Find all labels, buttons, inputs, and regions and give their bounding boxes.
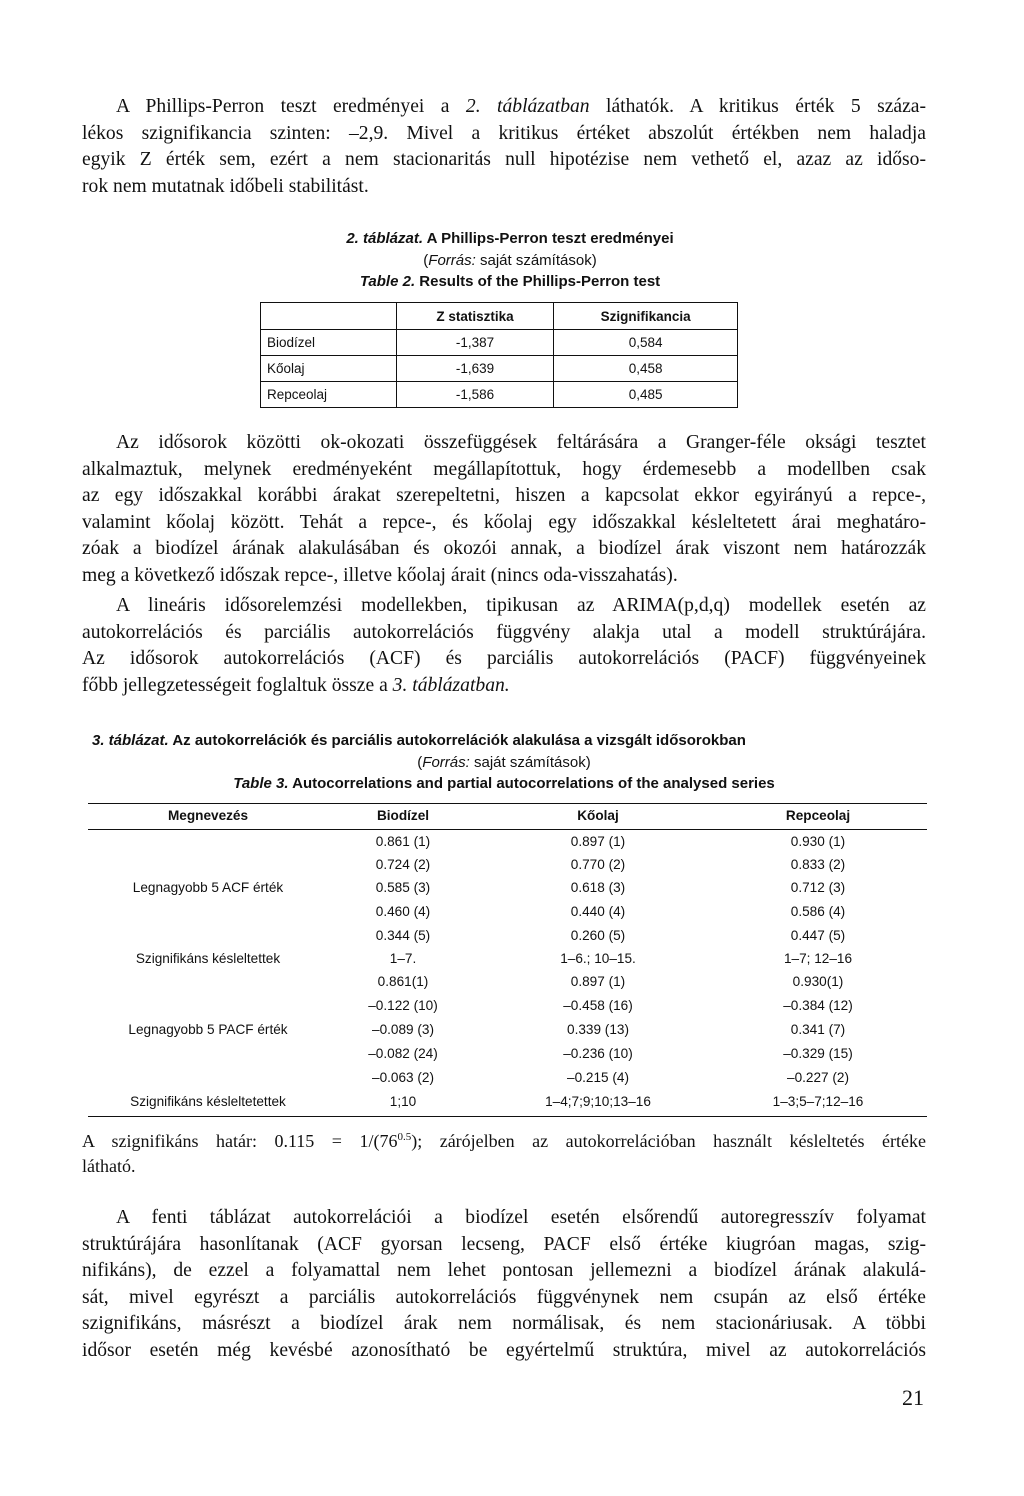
- table-header-cell: Szignifikancia: [554, 303, 738, 330]
- table-cell: Repceolaj: [261, 382, 397, 408]
- text-line: az egy időszakkal korábbi árakat szerepeltetni, hiszen a kapcsolat ekkor egyirányú a repce-,: [82, 485, 926, 506]
- table2-caption-en: Table 2. Results of the Phillips-Perron test: [359, 273, 661, 290]
- text-line: valamint kőolaj között. Tehát a repce-, és kőolaj egy időszakkal késleltetett árai meghatáro-: [82, 511, 926, 533]
- text-line: alkalmaztuk, melynek eredményeként megállapítottuk, hogy érdemesebb a modellben csak: [82, 458, 926, 480]
- table-rule-header: [88, 829, 927, 830]
- text-line: sát, mivel egyrészt a parciális autokorrelációs függvénynek nem csupán az első értéke: [82, 1286, 926, 1308]
- table-cell: 0.440 (4): [570, 904, 626, 919]
- table-rule-top: [88, 803, 927, 804]
- paragraph-arima: [82, 593, 926, 699]
- table-row-label: Legnagyobb 5 ACF érték: [132, 880, 284, 895]
- table-cell: -1,387: [396, 330, 554, 356]
- table-cell: –0.458 (16): [563, 998, 633, 1013]
- text-line: lékos szignifikancia szinten: –2,9. Mivel a kritikus értéket abszolút értékben nem haladja: [82, 122, 926, 144]
- table-header-cell: Repceolaj: [785, 808, 851, 823]
- table-cell: 0.339 (13): [567, 1022, 629, 1037]
- table-cell: 0.833 (2): [790, 857, 846, 872]
- paragraph-discussion: [82, 1205, 926, 1364]
- table-cell: 0.930(1): [792, 974, 844, 989]
- table-cell: 1–4;7;9;10;13–16: [545, 1094, 651, 1109]
- table-header-cell: Megnevezés: [167, 808, 249, 823]
- text-line: szignifikáns, másrészt a biodízel árak nem normálisak, és nem stacionáriusak. A többi: [82, 1313, 926, 1334]
- table-header-row: [261, 303, 738, 330]
- table-rule-bottom: [88, 1116, 927, 1117]
- table-cell: 0.585 (3): [375, 880, 431, 895]
- note-line: látható.: [82, 1156, 136, 1176]
- table-cell: –0.329 (15): [783, 1046, 853, 1061]
- table-cell: Kőolaj: [261, 356, 397, 382]
- table3-caption: [82, 730, 926, 795]
- text-line: A lineáris idősorelemzési modellekben, tipikusan az ARIMA(p,d,q) modellek esetén az: [116, 595, 926, 616]
- table3-source: (Forrás: saját számítások): [417, 753, 591, 771]
- table-row-label: Szignifikáns késleltettek: [135, 951, 281, 966]
- text-line: meg a következő időszak repce-, illetve kőolaj árait (nincs oda-visszahatás).: [82, 564, 678, 586]
- table-cell: 0,485: [554, 382, 738, 408]
- table-cell: 0.260 (5): [570, 928, 626, 943]
- table-cell: 0.447 (5): [790, 928, 846, 943]
- table-header-cell: Z statisztika: [396, 303, 554, 330]
- table-cell: 0.586 (4): [790, 904, 846, 919]
- text-line: nifikáns), de ezzel a folyamattal nem lehet pontosan jellemezni a biodízel árának alakulá-: [82, 1260, 926, 1281]
- text-line: egyik Z érték sem, ezért a nem stacionaritás null hipotézise nem vethető el, azaz az idősо-: [82, 149, 926, 170]
- table-cell: 0.770 (2): [570, 857, 626, 872]
- table-cell: –0.063 (2): [372, 1070, 434, 1085]
- table-cell: 0.930 (1): [790, 834, 846, 849]
- table-cell: 0,584: [554, 330, 738, 356]
- table-cell: 1–6.; 10–15.: [560, 951, 636, 966]
- table-cell: 0.897 (1): [570, 974, 626, 989]
- table-cell: 0.341 (7): [790, 1022, 846, 1037]
- table-row: [261, 330, 738, 356]
- table3-note: [82, 1125, 926, 1179]
- paragraph-phillips-perron: [82, 94, 926, 200]
- table-cell: –0.236 (10): [563, 1046, 633, 1061]
- table-cell: Biodízel: [261, 330, 397, 356]
- table-cell: 0.724 (2): [375, 857, 431, 872]
- table-header-cell: [261, 303, 397, 330]
- table3-caption-en: Table 3. Autocorrelations and partial autocorrelations of the analysed series: [233, 775, 775, 792]
- table-cell: 1–3;5–7;12–16: [772, 1094, 864, 1109]
- table2-caption: [200, 228, 820, 293]
- paragraph-granger: [82, 430, 926, 589]
- text-line: Az idősorok közötti ok-okozati összefüggések feltárására a Granger-féle oksági tesztet: [116, 432, 926, 453]
- table-cell: –0.122 (10): [368, 998, 438, 1013]
- table-cell: –0.089 (3): [372, 1022, 434, 1037]
- text-line: A Phillips-Perron teszt eredményei a 2. táblázatban láthatók. A kritikus érték 5 száza-: [116, 96, 926, 117]
- text-line: rok nem mutatnak időbeli stabilitást.: [82, 175, 369, 197]
- table-cell: 0.344 (5): [375, 928, 431, 943]
- table-cell: -1,639: [396, 356, 554, 382]
- table-cell: 0.618 (3): [570, 880, 626, 895]
- table-cell: 1;10: [389, 1094, 417, 1109]
- table2-caption-hu: 2. táblázat. A Phillips-Perron teszt eredményei: [346, 230, 674, 247]
- note-exponent: 0.5: [397, 1131, 412, 1143]
- table-row-label: Legnagyobb 5 PACF érték: [128, 1022, 288, 1037]
- table-cell: –0.227 (2): [787, 1070, 849, 1085]
- text-line: zóak a biodízel árának alakulásában és okozói annak, a biodízel árak viszont nem határozzák: [82, 538, 926, 559]
- table-cell: 0.712 (3): [790, 880, 846, 895]
- table-cell: 1–7.: [389, 951, 417, 966]
- table-cell: 0.861(1): [377, 974, 429, 989]
- text-line: főbb jellegzetességeit foglaltuk össze a 3. táblázatban.: [82, 674, 510, 696]
- table-cell: –0.082 (24): [368, 1046, 438, 1061]
- table-cell: 0.897 (1): [570, 834, 626, 849]
- table-cell: 1–7; 12–16: [783, 951, 853, 966]
- table-cell: 0,458: [554, 356, 738, 382]
- text-line: Az idősorok autokorrelációs (ACF) és parciális autokorrelációs (PACF) függvényeinek: [82, 648, 926, 669]
- phillips-perron-table: [260, 302, 738, 408]
- page-number: 21: [902, 1385, 924, 1410]
- table2-source: (Forrás: saját számítások): [423, 251, 597, 269]
- table-cell: 0.861 (1): [375, 834, 431, 849]
- table-cell: 0.460 (4): [375, 904, 431, 919]
- table-row-label: Szignifikáns késleltetettek: [130, 1094, 286, 1109]
- text-line: A fenti táblázat autokorrelációi a biodízel esetén elsőrendű autoregresszív folyamat: [116, 1207, 926, 1228]
- table-header-cell: Kőolaj: [577, 808, 619, 823]
- text-line: autokorrelációs és parciális autokorrelációs függvény alakja utal a modell struktúrájára.: [82, 621, 926, 643]
- table-header-cell: Biodízel: [376, 808, 430, 823]
- table-row: [261, 356, 738, 382]
- table-cell: –0.215 (4): [567, 1070, 629, 1085]
- table3-caption-hu: 3. táblázat. Az autokorrelációk és parciális autokorrelációk alakulása a vizsgált idősorokban: [92, 732, 746, 749]
- table-cell: –0.384 (12): [783, 998, 853, 1013]
- note-line: A szignifikáns határ: $0.115 = 1/(76^{0.5})$; zárójelben az autokorrelációban használt késleltetés értéke: [82, 1131, 926, 1151]
- table-cell: -1,586: [396, 382, 554, 408]
- table-row: [261, 382, 738, 408]
- text-line: idősor esetén még kevésbé azonosítható be egyértelmű struktúra, mivel az autokorrelációs: [82, 1339, 926, 1361]
- text-line: struktúrájára hasonlítanak (ACF gyorsan lecseng, PACF első értéke kiugróan magas, szig-: [82, 1233, 926, 1255]
